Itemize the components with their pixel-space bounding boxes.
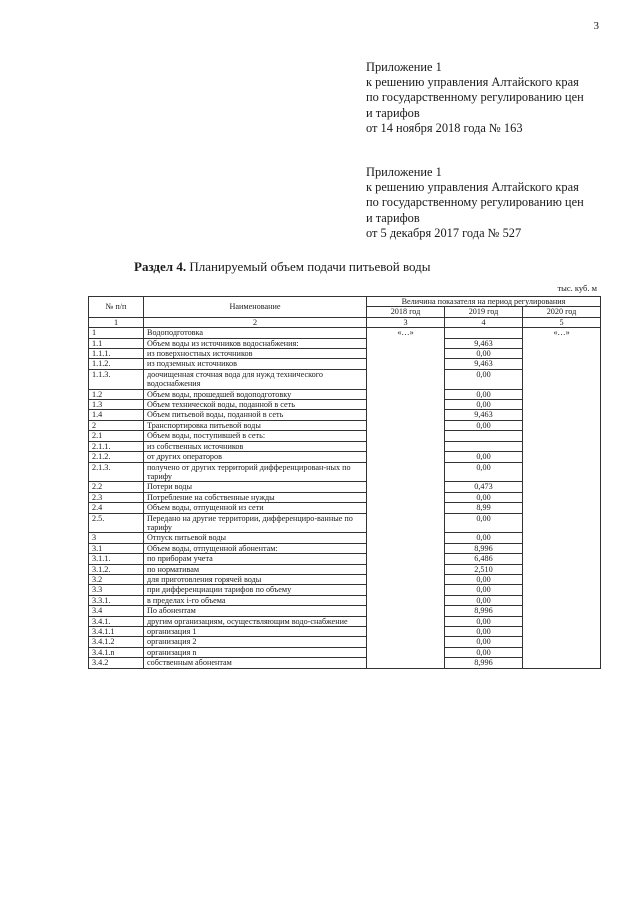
row-name: Передано на другие территории, дифференциро-ванные по тарифу (144, 513, 367, 533)
value-2019: 0,00 (445, 349, 523, 359)
table-row (89, 462, 601, 482)
value-2018 (367, 431, 445, 441)
row-number: 3.4.1.1 (89, 627, 144, 637)
table-row (89, 359, 601, 369)
row-number: 2.3 (89, 492, 144, 502)
value-2020 (523, 606, 601, 616)
value-2019: 8,99 (445, 503, 523, 513)
table-row (89, 595, 601, 605)
value-2018 (367, 595, 445, 605)
table-row (89, 574, 601, 584)
value-2020 (523, 338, 601, 348)
value-2019: 0,00 (445, 627, 523, 637)
row-name: другим организациям, осуществляющим водо-снабжение (144, 616, 367, 626)
value-2019: 0,00 (445, 616, 523, 626)
value-2019: 0,00 (445, 492, 523, 502)
appendix-line: Приложение 1 (366, 165, 442, 179)
row-number: 2.1 (89, 431, 144, 441)
value-2018 (367, 606, 445, 616)
appendix-line: от 14 ноября 2018 года № 163 (366, 120, 523, 135)
table-row (89, 441, 601, 451)
table-row (89, 647, 601, 657)
value-2020 (523, 482, 601, 492)
value-2020 (523, 369, 601, 389)
value-2018 (367, 543, 445, 553)
header-2018: 2018 год (367, 307, 445, 317)
table-body (89, 328, 601, 668)
row-name: Потребление на собственные нужды (144, 492, 367, 502)
table-row (89, 637, 601, 647)
row-number: 3.1.2. (89, 564, 144, 574)
value-2018 (367, 658, 445, 668)
row-name: Отпуск питьевой воды (144, 533, 367, 543)
row-number: 3.4.1.n (89, 647, 144, 657)
appendix-line: к решению управления Алтайского края (366, 180, 579, 195)
table-row (89, 400, 601, 410)
table-row (89, 606, 601, 616)
header-index: 3 (367, 317, 445, 327)
row-number: 1 (89, 328, 144, 338)
value-2019: 0,00 (445, 595, 523, 605)
table-row (89, 431, 601, 441)
value-2020 (523, 658, 601, 668)
row-name: Потери воды (144, 482, 367, 492)
value-2019: 8,996 (445, 606, 523, 616)
appendix-line: к решению управления Алтайского края (366, 75, 579, 90)
value-2019: 9,463 (445, 359, 523, 369)
value-2020 (523, 492, 601, 502)
row-number: 3.4.2 (89, 658, 144, 668)
value-2020 (523, 595, 601, 605)
value-2018 (367, 369, 445, 389)
table-row (89, 328, 601, 338)
value-2020 (523, 627, 601, 637)
value-2018 (367, 338, 445, 348)
value-2020 (523, 513, 601, 533)
value-2020 (523, 543, 601, 553)
value-2018 (367, 359, 445, 369)
row-number: 2 (89, 420, 144, 430)
value-2018 (367, 462, 445, 482)
value-2019: 0,00 (445, 420, 523, 430)
header-num: № п/п (89, 297, 144, 318)
value-2018 (367, 574, 445, 584)
row-number: 2.2 (89, 482, 144, 492)
value-2020 (523, 400, 601, 410)
value-2020 (523, 564, 601, 574)
row-name: для приготовления горячей воды (144, 574, 367, 584)
table-row (89, 658, 601, 668)
row-number: 1.1 (89, 338, 144, 348)
value-2019: 0,00 (445, 389, 523, 399)
section-name: Планируемый объем подачи питьевой воды (186, 259, 431, 274)
value-2019: 0,00 (445, 585, 523, 595)
row-number: 1.1.2. (89, 359, 144, 369)
table-row (89, 492, 601, 502)
table-row (89, 503, 601, 513)
row-number: 1.2 (89, 389, 144, 399)
value-2019: 0,00 (445, 369, 523, 389)
appendix-line: от 5 декабря 2017 года № 527 (366, 225, 522, 240)
appendix-header-old (366, 165, 584, 241)
row-name: Объем воды, отпущенной из сети (144, 503, 367, 513)
table-row (89, 338, 601, 348)
row-number: 3.3.1. (89, 595, 144, 605)
section-number: Раздел 4. (134, 259, 187, 274)
appendix-line: по государственному регулированию цен (366, 90, 584, 105)
header-name: Наименование (144, 297, 367, 318)
row-number: 2.1.3. (89, 462, 144, 482)
table-row (89, 554, 601, 564)
table-row (89, 543, 601, 553)
value-2019: 9,463 (445, 410, 523, 420)
value-2019 (445, 441, 523, 451)
value-2018 (367, 616, 445, 626)
row-name: По абонентам (144, 606, 367, 616)
value-2020 (523, 637, 601, 647)
row-name: Объем воды, прошедшей водоподготовку (144, 389, 367, 399)
table-row (89, 452, 601, 462)
row-number: 3.4 (89, 606, 144, 616)
row-name: Объем технической воды, поданной в сеть (144, 400, 367, 410)
table-row (89, 533, 601, 543)
row-name: организация n (144, 647, 367, 657)
row-number: 3.4.1.2 (89, 637, 144, 647)
value-2018 (367, 441, 445, 451)
row-name: из подземных источников (144, 359, 367, 369)
row-name: Объем питьевой воды, поданной в сеть (144, 410, 367, 420)
value-2020 (523, 441, 601, 451)
table-row (89, 513, 601, 533)
value-2019: 0,00 (445, 452, 523, 462)
value-2018 (367, 400, 445, 410)
table-row (89, 420, 601, 430)
value-2019: 0,00 (445, 637, 523, 647)
value-2018 (367, 482, 445, 492)
water-supply-table (88, 296, 601, 669)
value-2018 (367, 513, 445, 533)
value-2019 (445, 328, 523, 338)
appendix-header-new (366, 60, 584, 136)
row-name: по нормативам (144, 564, 367, 574)
row-name: организация 2 (144, 637, 367, 647)
value-2018 (367, 627, 445, 637)
value-2019: 0,00 (445, 647, 523, 657)
value-2018 (367, 349, 445, 359)
row-name: Водоподготовка (144, 328, 367, 338)
value-2018 (367, 452, 445, 462)
header-index: 1 (89, 317, 144, 327)
table-row (89, 627, 601, 637)
row-number: 3.2 (89, 574, 144, 584)
value-2019: 8,996 (445, 543, 523, 553)
table-row (89, 585, 601, 595)
row-number: 2.1.1. (89, 441, 144, 451)
table-row (89, 349, 601, 359)
row-name: из поверхностных источников (144, 349, 367, 359)
value-2019: 0,00 (445, 462, 523, 482)
header-2020: 2020 год (523, 307, 601, 317)
value-2019: 0,00 (445, 533, 523, 543)
appendix-line: по государственному регулированию цен (366, 195, 584, 210)
header-2019: 2019 год (445, 307, 523, 317)
value-2020 (523, 616, 601, 626)
value-2019: 6,486 (445, 554, 523, 564)
table-row (89, 564, 601, 574)
header-period: Величина показателя на период регулирования (367, 297, 601, 307)
value-2018 (367, 637, 445, 647)
value-2019 (445, 431, 523, 441)
table-row (89, 482, 601, 492)
row-number: 1.3 (89, 400, 144, 410)
row-name: при дифференциации тарифов по объему (144, 585, 367, 595)
header-index: 2 (144, 317, 367, 327)
value-2020 (523, 503, 601, 513)
value-2020 (523, 554, 601, 564)
row-number: 3 (89, 533, 144, 543)
unit-label: тыс. куб. м (557, 283, 597, 293)
value-2020 (523, 452, 601, 462)
value-2019: 0,473 (445, 482, 523, 492)
row-name: по приборам учета (144, 554, 367, 564)
value-2018 (367, 503, 445, 513)
row-number: 1.4 (89, 410, 144, 420)
value-2018 (367, 564, 445, 574)
value-2020 (523, 359, 601, 369)
value-2018 (367, 420, 445, 430)
value-2019: 0,00 (445, 513, 523, 533)
value-2020 (523, 389, 601, 399)
row-name: Объем воды, поступившей в сеть: (144, 431, 367, 441)
header-index: 5 (523, 317, 601, 327)
value-2019: 0,00 (445, 574, 523, 584)
row-number: 2.5. (89, 513, 144, 533)
value-2020 (523, 574, 601, 584)
row-name: Транспортировка питьевой воды (144, 420, 367, 430)
value-2019: 0,00 (445, 400, 523, 410)
row-number: 3.4.1. (89, 616, 144, 626)
value-2020: «…» (523, 328, 601, 338)
value-2018 (367, 554, 445, 564)
value-2018 (367, 647, 445, 657)
row-name: Объем воды, отпущенной абонентам: (144, 543, 367, 553)
page-number: 3 (593, 20, 599, 32)
value-2019: 2,510 (445, 564, 523, 574)
row-name: Объем воды из источников водоснабжения: (144, 338, 367, 348)
value-2018 (367, 389, 445, 399)
row-number: 1.1.3. (89, 369, 144, 389)
value-2019: 9,463 (445, 338, 523, 348)
appendix-line: и тарифов (366, 210, 420, 225)
table-row (89, 369, 601, 389)
header-index: 4 (445, 317, 523, 327)
row-number: 2.1.2. (89, 452, 144, 462)
row-name: из собственных источников (144, 441, 367, 451)
table-row (89, 410, 601, 420)
value-2018 (367, 492, 445, 502)
appendix-line: Приложение 1 (366, 60, 442, 74)
value-2018 (367, 533, 445, 543)
value-2018: «…» (367, 328, 445, 338)
value-2018 (367, 585, 445, 595)
table-row (89, 389, 601, 399)
value-2020 (523, 431, 601, 441)
value-2020 (523, 585, 601, 595)
row-name: собственным абонентам (144, 658, 367, 668)
value-2020 (523, 410, 601, 420)
table-row (89, 616, 601, 626)
value-2020 (523, 462, 601, 482)
appendix-line: и тарифов (366, 105, 420, 120)
row-number: 3.1 (89, 543, 144, 553)
value-2020 (523, 647, 601, 657)
section-title (134, 259, 431, 275)
row-number: 3.3 (89, 585, 144, 595)
value-2020 (523, 533, 601, 543)
row-name: организация 1 (144, 627, 367, 637)
row-number: 1.1.1. (89, 349, 144, 359)
value-2020 (523, 349, 601, 359)
row-name: от других операторов (144, 452, 367, 462)
row-name: в пределах i-го объема (144, 595, 367, 605)
row-name: получено от других территорий дифференцирован-ных по тарифу (144, 462, 367, 482)
value-2019: 8,996 (445, 658, 523, 668)
row-number: 2.4 (89, 503, 144, 513)
value-2020 (523, 420, 601, 430)
row-name: доочищенная сточная вода для нужд технического водоснабжения (144, 369, 367, 389)
row-number: 3.1.1. (89, 554, 144, 564)
value-2018 (367, 410, 445, 420)
